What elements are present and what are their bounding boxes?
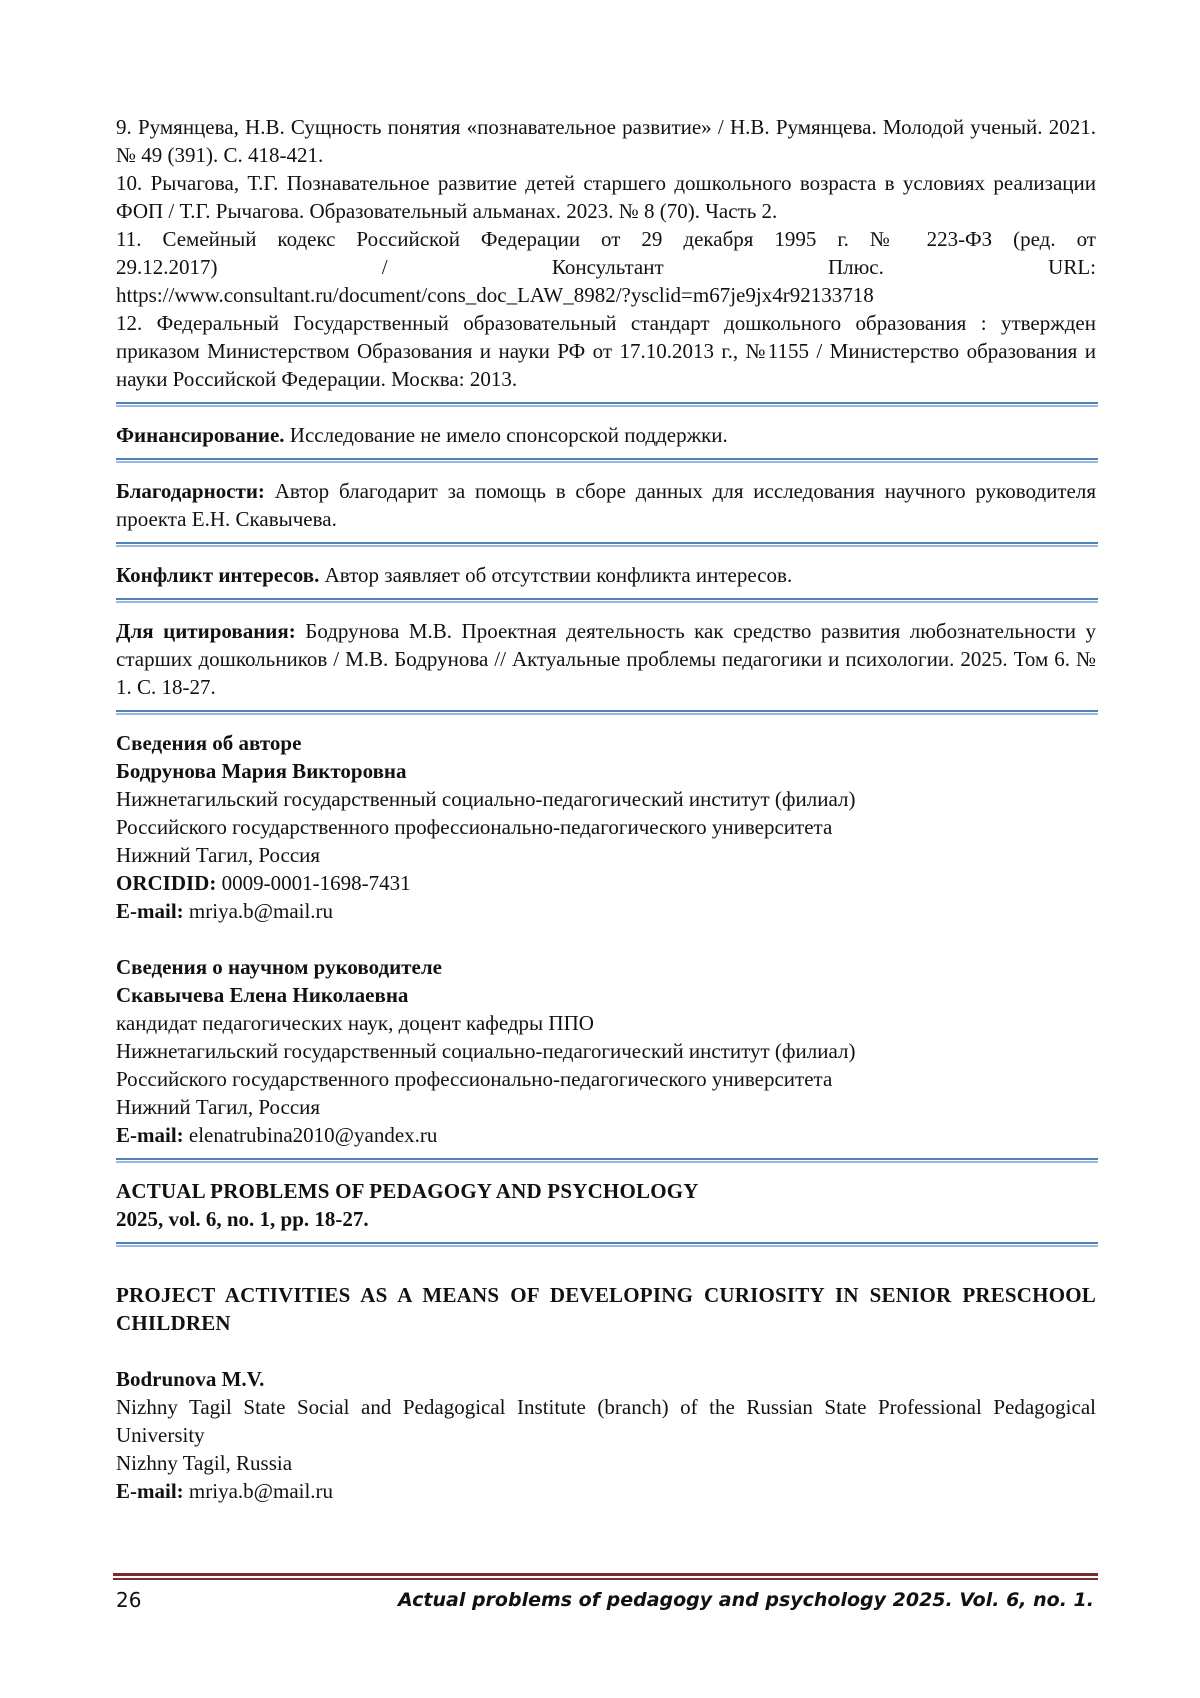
email-link[interactable]: mriya.b@mail.ru [183,899,334,923]
section-divider [116,402,1098,407]
page-number: 26 [116,1588,142,1612]
reference-item-9: 9. Румянцева, Н.В. Сущность понятия «познавательное развитие» / Н.В. Румянцева. Молодой ученый. 2021. № 49 (391). С. 418-421. [116,115,1096,167]
supervisor-degree: кандидат педагогических наук, доцент кафедры ППО [116,1011,594,1035]
conflict-statement [116,561,1096,589]
acknowledgements-label: Благодарности: [116,479,265,503]
page-content [116,113,1096,1505]
journal-title-en: ACTUAL PROBLEMS OF PEDAGOGY AND PSYCHOLOGY [116,1179,699,1203]
journal-issue-en: 2025, vol. 6, no. 1, pp. 18-27. [116,1207,369,1231]
article-author-email [116,1477,1096,1505]
spacer [116,925,1096,953]
author-affiliation-line: Нижнетагильский государственный социально-педагогический институт (филиал) [116,787,856,811]
spacer [116,1337,1096,1365]
supervisor-affiliation-line: Нижнетагильский государственный социально-педагогический институт (филиал) [116,1039,856,1063]
orcid-value: 0009-0001-1698-7431 [216,871,411,895]
conflict-label: Конфликт интересов. [116,563,320,587]
supervisor-info [116,953,1096,1149]
supervisor-heading: Сведения о научном руководителе [116,955,442,979]
reference-item-11-line2: 29.12.2017) / Консультант Плюс. URL: [116,255,1096,279]
article-author-name: Bodrunova M.V. [116,1367,265,1391]
section-divider [116,710,1098,715]
author-heading: Сведения об авторе [116,731,302,755]
article-author-affiliation: Nizhny Tagil State Social and Pedagogical Institute (branch) of the Russian State Professional Pedagogical University [116,1395,1096,1447]
author-info [116,729,1096,925]
section-divider [116,542,1098,547]
funding-statement [116,421,1096,449]
citation-statement [116,617,1096,701]
email-label: E-mail: [116,1123,184,1147]
supervisor-affiliation-line: Российского государственного профессионально-педагогического университета [116,1067,833,1091]
email-link[interactable]: mriya.b@mail.ru [183,1479,334,1503]
section-divider [116,598,1098,603]
supervisor-email [116,1121,1096,1149]
footer-divider [113,1573,1098,1580]
acknowledgements-text: Автор благодарит за помощь в сборе данных для исследования научного руководителя проекта Е.Н. Скавычева. [116,479,1096,531]
funding-label: Финансирование. [116,423,285,447]
spacer [116,1247,1096,1281]
email-link[interactable]: elenatrubina2010@yandex.ru [183,1123,438,1147]
reference-item-12: 12. Федеральный Государственный образовательный стандарт дошкольного образования : утвержден приказом Министерством Образования и науки РФ от 17.10.2013 г., №1155 / Министерство образования и науки Российской Федерации. Москва: 2013. [116,311,1096,391]
conflict-text: Автор заявляет об отсутствии конфликта интересов. [319,563,793,587]
orcid-label: ORCIDID: [116,871,217,895]
section-divider [116,1158,1098,1163]
author-name: Бодрунова Мария Викторовна [116,759,407,783]
reference-item-11-line1: 11. Семейный кодекс Российской Федерации от 29 декабря 1995 г. № 223-ФЗ (ред. от [116,227,1096,251]
reference-item-10: 10. Рычагова, Т.Г. Познавательное развитие детей старшего дошкольного возраста в условиях реализации ФОП / Т.Г. Рычагова. Образовательный альманах. 2023. № 8 (70). Часть 2. [116,171,1096,223]
article-title-en: PROJECT ACTIVITIES AS A MEANS OF DEVELOPING CURIOSITY IN SENIOR PRESCHOOL CHILDREN [116,1283,1096,1335]
author-email [116,897,1096,925]
author-orcid [116,869,1096,897]
article-author-city: Nizhny Tagil, Russia [116,1451,293,1475]
supervisor-name: Скавычева Елена Николаевна [116,983,409,1007]
footer-journal-title: Actual problems of pedagogy and psychology 2025. Vol. 6, no. 1. [398,1589,1094,1611]
email-label: E-mail: [116,1479,184,1503]
author-city: Нижний Тагил, Россия [116,843,321,867]
acknowledgements-statement [116,477,1096,533]
reference-item-11-url[interactable]: https://www.consultant.ru/document/cons_doc_LAW_8982/?ysclid=m67je9jx4r92133718 [116,283,874,307]
citation-label: Для цитирования: [116,619,296,643]
references-list [116,113,1096,393]
journal-info-en [116,1177,1096,1233]
article-author-en [116,1365,1096,1505]
citation-text: Бодрунова М.В. Проектная деятельность как средство развития любознательности у старших дошкольников / М.В. Бодрунова // Актуальные проблемы педагогики и психологии. 2025. Том 6. № 1. С. 18-27. [116,619,1096,699]
section-divider [116,458,1098,463]
email-label: E-mail: [116,899,184,923]
author-affiliation-line: Российского государственного профессионально-педагогического университета [116,815,833,839]
supervisor-city: Нижний Тагил, Россия [116,1095,321,1119]
funding-text: Исследование не имело спонсорской поддержки. [284,423,728,447]
